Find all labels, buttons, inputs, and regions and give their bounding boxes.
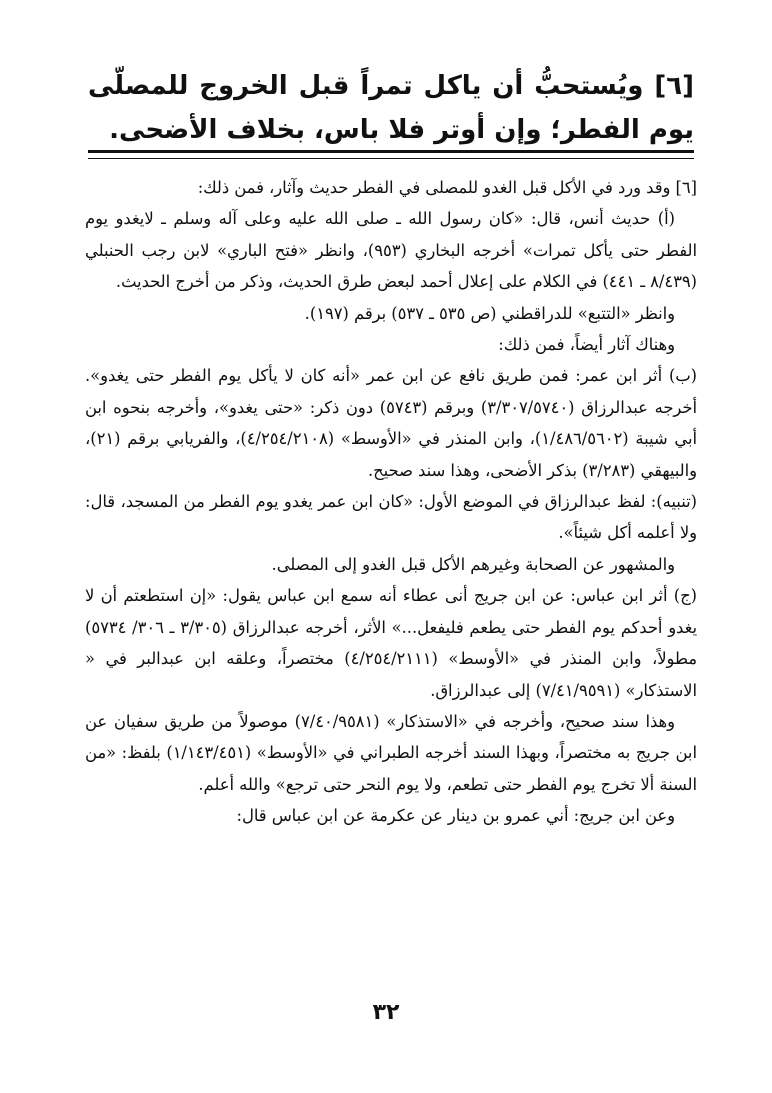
footnote-paragraph-ikrima: وعن ابن جريج: أني عمرو بن دينار عن عكرمة عن ابن عباس قال: xyxy=(236,806,675,826)
footnote-paragraph-ibn-umar: (ب) أثر ابن عمر: فمن طريق نافع عن ابن عمر «أنه كان لا يأكل يوم الفطر حتى يغدو». أخرجه عبدالرزاق (٣/٣٠٧/٥٧٤٠) وبرقم (٥٧٤٣) دون ذكر: «حتى يغدو»، وأخرجه بنحوه ابن أبي شيبة (١/٤٨٦/٥٦٠٢)، وابن المنذر في «الأوسط» (٤/٢٥٤/٢١٠٨)، والفريابي برقم (٢١)، والبيهقي (٣/٢٨٣) بذكر الأضحى، وهذا سند صحيح. xyxy=(85,366,697,480)
footnotes xyxy=(85,172,697,832)
page-number: ٣٢ xyxy=(372,1000,400,1025)
footnote-paragraph-sanad: وهذا سند صحيح، وأخرجه في «الاستذكار» (٧/٤٠/٩٥٨١) موصولاً من طريق سفيان عن ابن جريج به مختصراً، وبهذا السند أخرجه الطبراني في «الأوسط» (١/١٤٣/٤٥١) بلفظ: «من السنة ألا تخرج يوم الفطر حتى تطعم، ولا يوم النحر حتى ترجع» والله أعلم. xyxy=(85,711,697,794)
footnote-paragraph-anas: (أ) حديث أنس، قال: «كان رسول الله ـ صلى الله عليه وعلى آله وسلم ـ لايغدو يوم الفطر حتى يأكل تمرات» أخرجه البخاري (٩٥٣)، وانظر «فتح الباري» لابن رجب الحنبلي (٨/٤٣٩ ـ ٤٤١) في الكلام على إعلال أحمد لبعض طرق الحديث، وذكر من أخرج الحديث. xyxy=(85,209,697,292)
scan-edge-mark xyxy=(4,266,18,272)
footnote-paragraph-tatabbu: وانظر «التتبع» للدراقطني (ص ٥٣٥ ـ ٥٣٧) برقم (١٩٧). xyxy=(304,303,675,323)
separator-rule-thick xyxy=(88,150,694,153)
footnote-paragraph-tanbih: (تنبيه): لفظ عبدالرزاق في الموضع الأول: «كان ابن عمر يغدو يوم الفطر من المسجد، قال: ولا أعلمه أكل شيئاً». xyxy=(85,492,697,543)
footnote-paragraph-ibn-abbas: (ج) أثر ابن عباس: عن ابن جريج أنى عطاء أنه سمع ابن عباس يقول: «إن استطعتم أن لا يغدو أحدكم يوم الفطر حتى يطعم فليفعل...» الأثر، أخرجه عبدالرزاق (٣/٣٠٥ ـ ٣٠٦/ ٥٧٣٤) مطولاً، وابن المنذر في «الأوسط» (٤/٢٥٤/٢١١١) مختصراً، وعلقه ابن عبدالبر في « الاستذكار» (٧/٤١/٩٥٩١) إلى عبدالرزاق. xyxy=(85,586,697,700)
separator-rule-thin xyxy=(88,158,694,159)
main-text: [٦] ويُستحبُّ أن ياكل تمراً قبل الخروج للمصلّى يوم الفطر؛ وإن أوتر فلا باس، بخلاف الأضحى. xyxy=(88,71,694,145)
footnote-paragraph-athar: وهناك آثار أيضاً، فمن ذلك: xyxy=(498,335,675,355)
footnote-paragraph-mashhur: والمشهور عن الصحابة وغيرهم الأكل قبل الغدو إلى المصلى. xyxy=(271,554,675,574)
footnote-intro: [٦] وقد ورد في الأكل قبل الغدو للمصلى في الفطر حديث وآثار، فمن ذلك: xyxy=(197,178,697,197)
